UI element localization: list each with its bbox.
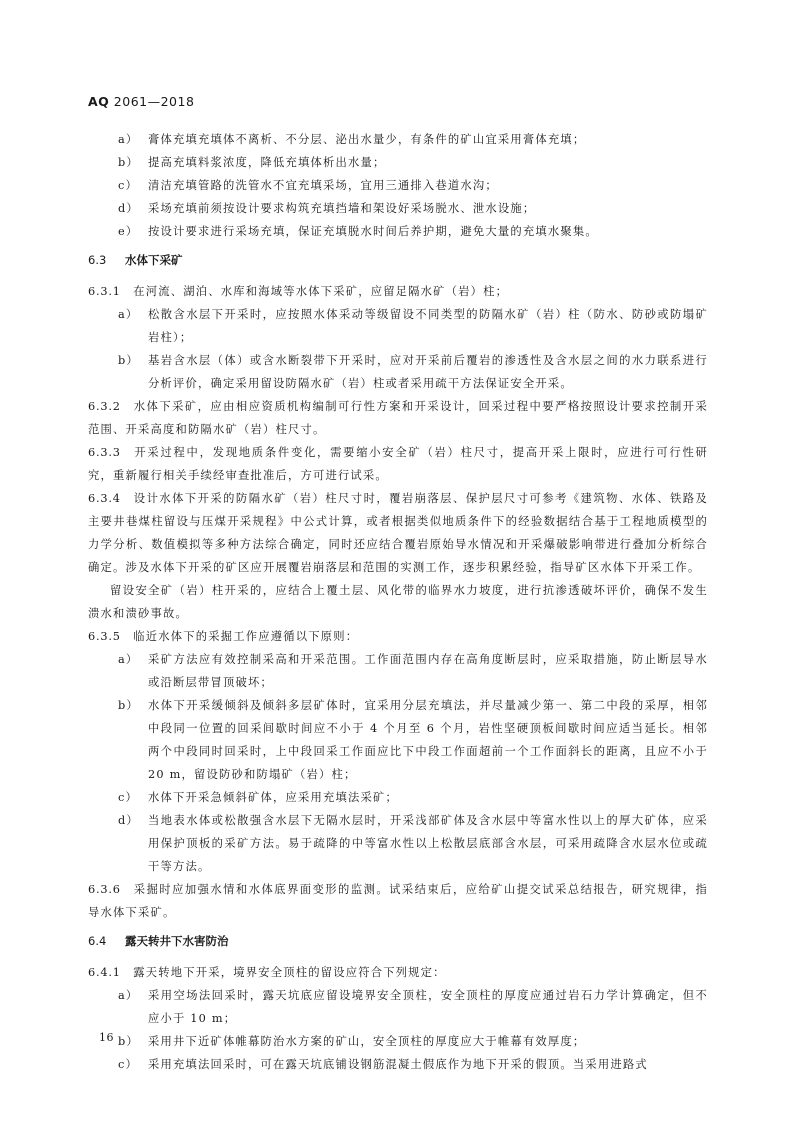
section-number: 6.3 [88, 253, 107, 267]
list-label: c） [118, 791, 139, 804]
clause-6-3-5 [88, 625, 708, 648]
section-heading-6-3 [88, 249, 708, 272]
list-label: a） [118, 653, 139, 666]
list-label: a） [118, 989, 139, 1002]
list-text: 提高充填料浆浓度，降低充填体析出水量； [148, 156, 386, 169]
list-text: 水体下开采缓倾斜及倾斜多层矿体时，宜采用分层充填法，并尽量减少第一、第二中段的采厚，相邻中段同一位置的回采间歇时间应不小于 4 个月至 6 个月，岩性坚硬顶板间歇时间应适当延长。相邻两个中段同时回采时，上中段回采工作面应比下中段工作面超前一个工作面斜长的距离，且应不小于 20 m，留设防砂和防塌矿（岩）柱； [148, 699, 708, 781]
list-text: 采场充填前须按设计要求构筑充填挡墙和架设好采场脱水、泄水设施； [148, 202, 536, 215]
list-text: 清洁充填管路的洗管水不宜充填采场，宜用三通排入巷道水沟； [148, 179, 498, 192]
clause-6-4-1 [88, 961, 708, 984]
section-heading-6-4 [88, 930, 708, 953]
clause-text: 设计水体下开采的防隔水矿（岩）柱尺寸时，覆岩崩落层、保护层尺寸可参考《建筑物、水体、铁路及主要井巷煤柱留设与压煤开采规程》中公式计算，或者根据类似地质条件下的经验数据结合基于工程地质模型的力学分析、数值模拟等多种方法综合确定，同时还应结合覆岩原始导水情况和开采爆破影响带进行叠加分析综合确定。涉及水体下开采的矿区应开展覆岩崩落层和范围的实测工作，逐步积累经验，指导矿区水体下开采工作。 [88, 492, 708, 574]
list-item [88, 1030, 708, 1053]
list-item [88, 1053, 708, 1076]
page-header [88, 94, 194, 109]
list-item [88, 694, 708, 786]
list-item [88, 197, 708, 220]
clause-number: 6.3.4 [88, 492, 121, 505]
clause-6-3-4 [88, 487, 708, 579]
list-text: 采用空场法回采时，露天坑底应留设境界安全顶柱，安全顶柱的厚度应通过岩石力学计算确定，但不应小于 10 m； [148, 989, 708, 1025]
list-label: b） [118, 156, 139, 169]
clause-number: 6.3.1 [88, 285, 121, 298]
clause-text: 露天转地下开采，境界安全顶柱的留设应符合下列规定： [133, 966, 446, 979]
list-label: c） [118, 1058, 139, 1071]
list-label: b） [118, 1035, 139, 1048]
clause-6-3-6 [88, 878, 708, 924]
clause-text: 在河流、湖泊、水库和海域等水体下采矿，应留足隔水矿（岩）柱； [133, 285, 509, 298]
list-label: a） [118, 133, 139, 146]
list-label: b） [118, 354, 139, 367]
list-label: c） [118, 179, 139, 192]
clause-text: 临近水体下的采掘工作应遵循以下原则： [133, 630, 359, 643]
clause-6-3-4-paragraph: 留设安全矿（岩）柱开采的，应结合上覆土层、风化带的临界水力坡度，进行抗渗透破坏评价，确保不发生溃水和溃砂事故。 [88, 584, 708, 620]
clause-6-3-1 [88, 280, 708, 303]
list-text: 膏体充填充填体不离析、不分层、泌出水量少，有条件的矿山宜采用膏体充填； [148, 133, 586, 146]
clause-number: 6.3.3 [88, 446, 121, 459]
list-text: 水体下开采急倾斜矿体，应采用充填法采矿； [148, 791, 398, 804]
list-item [88, 984, 708, 1030]
clause-6-3-2 [88, 395, 708, 441]
list-label: d） [118, 814, 139, 827]
list-label: d） [118, 202, 139, 215]
page-number: 16 [99, 1031, 114, 1044]
clause-text: 开采过程中，发现地质条件变化，需要缩小安全矿（岩）柱尺寸，提高开采上限时，应进行可行性研究，重新履行相关手续经审查批准后，方可进行试采。 [88, 446, 708, 482]
list-label: a） [118, 308, 139, 321]
list-text: 采用井下近矿体帷幕防治水方案的矿山，安全顶柱的厚度应大于帷幕有效厚度； [148, 1035, 586, 1048]
clause-number: 6.4.1 [88, 966, 121, 979]
list-label: e） [118, 225, 139, 238]
clause-number: 6.3.5 [88, 630, 121, 643]
list-item [88, 151, 708, 174]
section-number: 6.4 [88, 934, 107, 948]
list-text: 采用充填法回采时，可在露天坑底铺设钢筋混凝土假底作为地下开采的假顶。当采用进路式 [148, 1058, 648, 1071]
clause-text: 水体下采矿，应由相应资质机构编制可行性方案和开采设计，回采过程中要严格按照设计要求控制开采范围、开采高度和防隔水矿（岩）柱尺寸。 [88, 400, 708, 436]
list-item [88, 786, 708, 809]
list-item [88, 648, 708, 694]
list-text: 按设计要求进行采场充填，保证充填脱水时间后养护期，避免大量的充填水聚集。 [148, 225, 598, 238]
section-title: 水体下采矿 [125, 253, 183, 267]
list-text: 基岩含水层（体）或含水断裂带下开采时，应对开采前后覆岩的渗透性及含水层之间的水力联系进行分析评价，确定采用留设防隔水矿（岩）柱或者采用疏干方法保证安全开采。 [148, 354, 708, 390]
list-text: 采矿方法应有效控制采高和开采范围。工作面范围内存在高角度断层时，应采取措施，防止断层导水或沿断层带冒顶破坏； [148, 653, 708, 689]
list-item [88, 128, 708, 151]
clause-6-3-3 [88, 441, 708, 487]
page-content [88, 128, 708, 1076]
list-item [88, 174, 708, 197]
standard-code: AQ [88, 94, 110, 109]
list-label: b） [118, 699, 139, 712]
clause-text: 采掘时应加强水情和水体底界面变形的监测。试采结束后，应给矿山提交试采总结报告，研究规律，指导水体下采矿。 [88, 883, 708, 919]
list-text: 松散含水层下开采时，应按照水体采动等级留设不同类型的防隔水矿（岩）柱（防水、防砂或防塌矿岩柱）； [148, 308, 708, 344]
list-text: 当地表水体或松散强含水层下无隔水层时，开采浅部矿体及含水层中等富水性以上的厚大矿体，应采用保护顶板的采矿方法。易于疏降的中等富水性以上松散层底部含水层，可采用疏降含水层水位或疏干等方法。 [148, 814, 708, 873]
list-item [88, 809, 708, 878]
standard-number: 2061—2018 [113, 94, 195, 109]
list-item [88, 303, 708, 349]
list-item [88, 349, 708, 395]
section-title: 露天转井下水害防治 [125, 934, 229, 948]
clause-number: 6.3.6 [88, 883, 121, 896]
clause-number: 6.3.2 [88, 400, 121, 413]
list-item [88, 220, 708, 243]
